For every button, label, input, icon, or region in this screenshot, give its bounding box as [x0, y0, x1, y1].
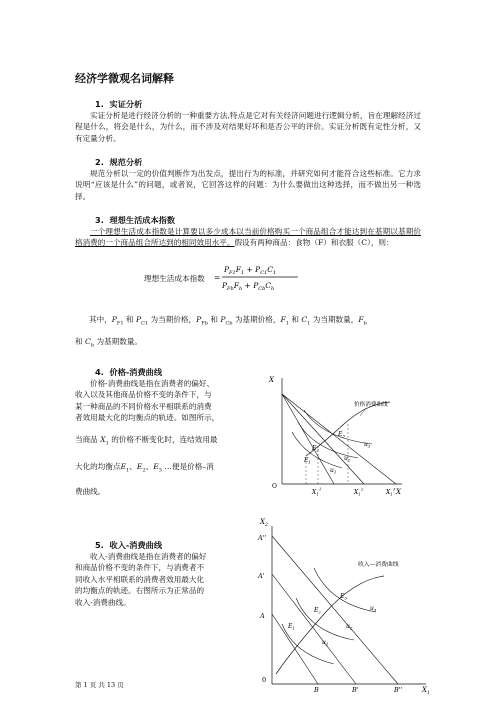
formula-label: 理想生活成本指数 — [144, 274, 205, 283]
section-4-line: 收入以及其他商品价格不变的条件下，与 — [75, 390, 212, 400]
section-4-line: 某一种商品的不同价格水平相联系的消费 — [75, 401, 212, 411]
section-4-line6: 大化的均衡点$E_1$、$E_2$、$E_3$ …便是价格–消 — [75, 462, 214, 474]
section-4-line6-text: 大化的均衡点 — [75, 462, 121, 471]
budget-line-a2b2 — [272, 536, 398, 684]
section-5-line: 收入-消费曲线是指在消费者的偏好 — [90, 552, 207, 561]
budget-line-1 — [282, 394, 337, 484]
section-5-line: 收入-消费曲线。 — [75, 597, 131, 607]
page-footer: 第 1 页 共 13 页 — [75, 681, 124, 689]
b1-label: B' — [352, 686, 359, 694]
section-4-heading — [95, 367, 162, 378]
curve-label: 价格消费曲线 — [354, 402, 388, 408]
x-tick-1: $X_1^1$ — [312, 486, 322, 497]
a-label: A — [260, 612, 265, 620]
x-axis-label: $X_1$ — [422, 686, 430, 696]
u1-label: $u_1$ — [330, 467, 337, 475]
b2-label: B'' — [394, 686, 403, 694]
svg-text:PF1F1 + PC1C1: $P_{F1}F_1 + P_{C1}C_1$ — [224, 265, 277, 276]
u3-label: $u_3$ — [370, 605, 377, 613]
indifference-curve-u3 — [314, 568, 376, 612]
formula-explanation-tail: 为基期数量。 — [96, 337, 143, 346]
curve-label: 收入—消费曲线 — [358, 562, 399, 568]
section-4-line: 价格-消费曲线是指在消费者的偏好、 — [90, 379, 215, 388]
section-4-number: 4. — [95, 367, 104, 377]
section-2-body: 规范分析以一定的价值判断作为出发点，提出行为的标准，并研究如何才能符合这些标准。它力求说明“应该是什么”的问题，或者说，它回答这样的问题：为什么要做出这种选择，而不做出另一种选择。 — [75, 169, 421, 201]
budget-line-2 — [282, 394, 364, 484]
section-5-body — [75, 551, 265, 608]
section-1-number: 1. — [95, 99, 104, 109]
income-consumption-figure — [254, 514, 434, 696]
section-3-number: 3. — [95, 215, 104, 225]
section-2-title: 规范分析 — [109, 157, 143, 167]
e2-label: $E_2$ — [312, 445, 319, 453]
section-4-line7: 费曲线。 — [75, 487, 106, 496]
section-4-body — [75, 378, 265, 424]
y-axis-label: X — [269, 376, 274, 384]
e3-label: $E_3$ — [340, 593, 347, 601]
indifference-curve-u3 — [304, 410, 372, 444]
u1-label: $u_1$ — [322, 639, 329, 647]
section-1-body: 实证分析是进行经济分析的一种重要方法,特点是它对有关经济问题进行逻辑分析，旨在理解经济过程是什么，将会是什么，为什么，而不涉及对结果好坏和是否公平的评价。实证分析既有定性分析，又有定量分析。 — [75, 111, 421, 143]
a2-label: A'' — [258, 534, 267, 542]
u2-label: $u_2$ — [344, 455, 351, 463]
section-3-definition: 一个理想生活成本指数是计算要以多少成本以当前价格购买一个商品组合才能达到在基期以基期价格消费的一个商品组合所达到的相同效用水平。 — [75, 227, 421, 248]
price-consumption-figure — [262, 372, 407, 500]
e1-label: $E_1$ — [288, 623, 295, 631]
section-3-body — [75, 226, 421, 249]
section-5-line: 和商品价格不变的条件下，与消费者不 — [75, 563, 205, 573]
formula-equals: = — [214, 273, 221, 282]
section-1-heading — [95, 99, 142, 110]
e3-label: $E_3$ — [338, 431, 345, 439]
section-5-title: 收入-消费曲线 — [109, 540, 163, 550]
section-4-line5: 当商品 $X_1$ 的价格不断变化时，连结效用最 — [75, 435, 218, 447]
formula-explanation-line1: 其中，$P_{F1}$ 和 $P_{C1}$ 为当期价格，$P_{Fb}$ 和 $P_{Cb}$ 为基期价格，$F_1$ 和 $C_1$ 为当期数量，$F_b$ — [89, 315, 367, 327]
formula-explanation-line2: 和 $C_b$ 为基期数量。 — [75, 337, 143, 349]
section-5-line: 的均衡点的轨迹。右图所示为正常品的 — [75, 586, 205, 596]
section-5-heading — [95, 540, 162, 551]
indifference-curve-u2 — [298, 422, 358, 458]
e1-label: $E_1$ — [304, 457, 311, 465]
section-5-line: 同收入水平相联系的消费者效用最大化 — [75, 574, 205, 584]
x-tick-2: $X_1^2$ — [354, 486, 364, 497]
section-3-heading — [95, 215, 175, 226]
x-tick-3: $X_1^3$ — [386, 486, 396, 497]
b-label: B — [314, 686, 319, 694]
section-4-title: 价格-消费曲线 — [109, 367, 163, 377]
section-1-title: 实证分析 — [109, 99, 143, 109]
section-3-title: 理想生活成本指数 — [109, 215, 176, 225]
section-2-number: 2. — [95, 157, 104, 167]
svg-text:PFbFb + PCbCb: $P_{Fb}F_b + P_{Cb}C_b$ — [222, 281, 275, 292]
section-4-line6-tail: …便是价格–消 — [164, 462, 214, 471]
a1-label: A' — [258, 572, 265, 580]
formula-fraction — [222, 262, 302, 294]
u3-label: $u_3$ — [364, 441, 371, 449]
section-2-heading — [95, 157, 142, 168]
e2-label: $E_2$ — [314, 607, 321, 615]
origin-label: O — [272, 483, 277, 490]
x-axis-label: X — [396, 488, 401, 496]
section-4-line5-head: 当商品 — [75, 435, 98, 444]
indifference-curve-u2 — [296, 598, 354, 640]
section-4-line: 者效用最大化的均衡点的轨迹。如图所示， — [75, 413, 220, 423]
origin-label: 0 — [262, 676, 267, 684]
u2-label: $u_2$ — [346, 623, 353, 631]
section-3-assumption: 假设有两种商品：食物（F）和衣服（C），则： — [234, 238, 394, 248]
section-4-line5-text: 的价格不断变化时，连结效用最 — [111, 435, 218, 444]
section-5-number: 5. — [95, 540, 104, 550]
document-title: 经济学微观名词解释 — [75, 72, 174, 85]
y-axis-label: $X_2$ — [260, 518, 268, 528]
